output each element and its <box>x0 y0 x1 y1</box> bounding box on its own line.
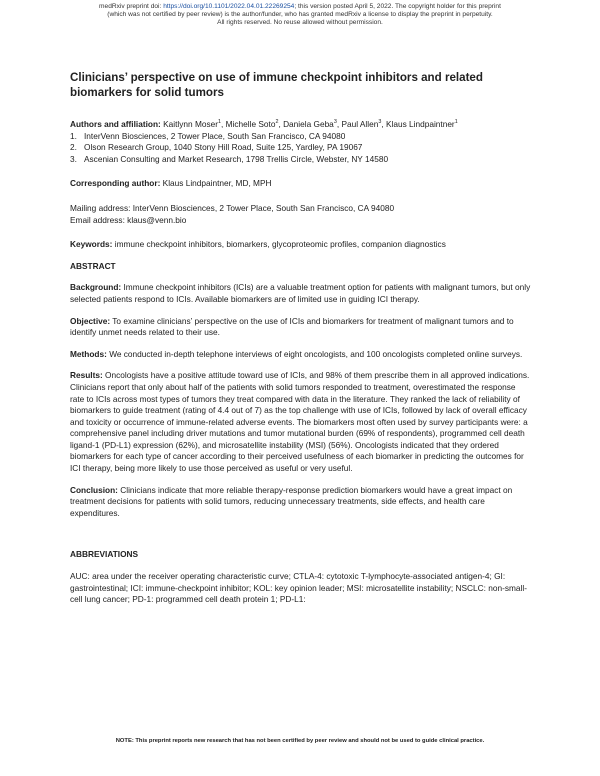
mailing-address: Mailing address: InterVenn Biosciences, 2 Tower Place, South San Francisco, CA 94080 <box>70 202 395 213</box>
abstract-results <box>70 370 532 474</box>
abstract-section-label: Results: <box>70 370 103 381</box>
keywords-label: Keywords: <box>70 239 113 250</box>
author-name: Kaitlynn Moser <box>163 119 218 129</box>
author-name: Daniela Geba <box>283 119 334 129</box>
abbreviations-text: AUC: area under the receiver operating characteristic curve; CTLA-4: cytotoxic T-lymphocyte-associated antigen-4; GI: gastrointestinal; ICI: immune-checkpoint inhibitor; KOL: key opinion leader; MSI: microsatellite instability; NSCLC: non-small-cell lung cancer; PD-1: programmed cell death protein 1; PD-L1: <box>70 571 527 605</box>
preprint-header-suffix: ; this version posted April 5, 2022. The copyright holder for this preprint <box>294 3 501 10</box>
preprint-header-line2: (which was not certified by peer review) is the author/funder, who has granted medRxiv a license to display the preprint in perpetuity. <box>107 11 493 18</box>
abstract-section-text: Immune checkpoint inhibitors (ICIs) are a valuable treatment option for patients with malignant tumors, but only selected patients respond to ICIs. Available biomarkers are of limited use in guiding ICI therapy. <box>70 282 531 304</box>
affiliation-item <box>70 142 532 154</box>
author-name: Michelle Soto <box>225 119 276 129</box>
abstract-section-text: To examine clinicians’ perspective on the use of ICIs and biomarkers for treatment of malignant tumors and to identify unmet needs related to their use. <box>70 315 514 338</box>
corresponding-label: Corresponding author: <box>70 178 161 189</box>
email-address: Email address: klaus@venn.bio <box>70 214 187 225</box>
mailing-block <box>70 203 532 226</box>
paper-title: Clinicians’ perspective on use of immune checkpoint inhibitors and related biomarkers for solid tumors <box>70 71 483 99</box>
doi-link[interactable]: https://doi.org/10.1101/2022.04.01.22269254 <box>163 3 295 10</box>
abstract-section-label: Objective: <box>70 315 111 326</box>
affiliations-list <box>70 131 532 166</box>
authors-line: Authors and affiliation: Kaitlynn Moser$^1$, Michelle Soto$^2$, Daniela Geba$^3$, Paul Allen$^3$, Klaus Lindpaintner$^1$ <box>70 119 458 129</box>
affiliation-text: Olson Research Group, 1040 Stony Hill Road, Suite 125, Yardley, PA 19067 <box>84 142 363 153</box>
author-sup: 1 <box>454 119 458 126</box>
keywords-line <box>70 239 532 251</box>
preprint-header <box>40 3 560 27</box>
abstract-heading: ABSTRACT <box>70 260 116 271</box>
affiliation-number: 1. <box>70 130 77 141</box>
affiliation-item <box>70 131 532 143</box>
affiliation-text: Ascenian Consulting and Market Research, 1798 Trellis Circle, Webster, NY 14580 <box>84 153 389 164</box>
footer-note: NOTE: This preprint reports new research that has not been certified by peer review and should not be used to guide clinical practice. <box>115 738 485 744</box>
abstract-conclusion <box>70 485 532 520</box>
abstract-section-label: Methods: <box>70 348 107 359</box>
abstract-methods <box>70 349 532 361</box>
affiliation-item <box>70 154 532 166</box>
affiliation-number: 2. <box>70 142 77 153</box>
affiliation-number: 3. <box>70 153 77 164</box>
abstract-section-text: Clinicians indicate that more reliable therapy-response prediction biomarkers would have a great impact on treatment decisions for patients with solid tumors, reducing unnecessary treatments, side effects, and health care expenditures. <box>70 484 513 518</box>
abstract-section-text: Oncologists have a positive attitude toward use of ICIs, and 98% of them prescribe them in all approved indications. Clinicians report that only about half of the patients with solid tumors responded to treatment, overestimated the response rate to ICIs across most types of tumors they treat compared with data in the literature. They ranked the lack of reliability of biomarkers to guide treatment (rating of 4.4 out of 7) as the top challenge with use of ICIs, followed by lack of overall efficacy and toxicity or occurrence of immune-related adverse events. The biomarkers most often used by survey participants were: a comprehensive panel including driver mutations and tumor mutational burden (69% of respondents), programmed cell death ligand-1 (PD-L1) expression (62%), and microsatellite instability (MSI) (56%). Oncologists indicated that they ordered biomarkers for each type of cancer according to their perceived usefulness of each biomarker in predicting the outcomes for ICI therapy, being more likely to use those perceived as useful or very useful. <box>70 370 530 474</box>
preprint-header-prefix: medRxiv preprint doi: <box>99 3 164 10</box>
abstract-section-text: We conducted in-depth telephone interviews of eight oncologists, and 100 oncologists completed online surveys. <box>109 348 523 359</box>
abstract-background <box>70 282 532 305</box>
corresponding-author <box>70 178 532 190</box>
preprint-header-line1 <box>40 3 560 11</box>
author-name: Klaus Lindpaintner <box>385 119 455 129</box>
abstract-section-label: Conclusion: <box>70 484 118 495</box>
author-sup: 1 <box>218 119 221 126</box>
author-name: Paul Allen <box>341 119 379 129</box>
author-sup: 3 <box>378 119 382 126</box>
abstract-section-label: Background: <box>70 282 122 293</box>
authors-label: Authors and affiliation: <box>70 119 161 129</box>
abstract-objective <box>70 316 532 339</box>
affiliation-text: InterVenn Biosciences, 2 Tower Place, South San Francisco, CA 94080 <box>84 130 346 141</box>
preprint-header-line3: All rights reserved. No reuse allowed without permission. <box>217 19 383 26</box>
keywords-value: immune checkpoint inhibitors, biomarkers, glycoproteomic profiles, companion diagnostics <box>114 239 446 250</box>
author-sup: 3 <box>333 119 337 126</box>
paper-content <box>70 70 532 606</box>
author-sup: 2 <box>275 119 279 126</box>
corresponding-value: Klaus Lindpaintner, MD, MPH <box>162 178 272 189</box>
abbreviations-heading: ABBREVIATIONS <box>70 549 139 560</box>
